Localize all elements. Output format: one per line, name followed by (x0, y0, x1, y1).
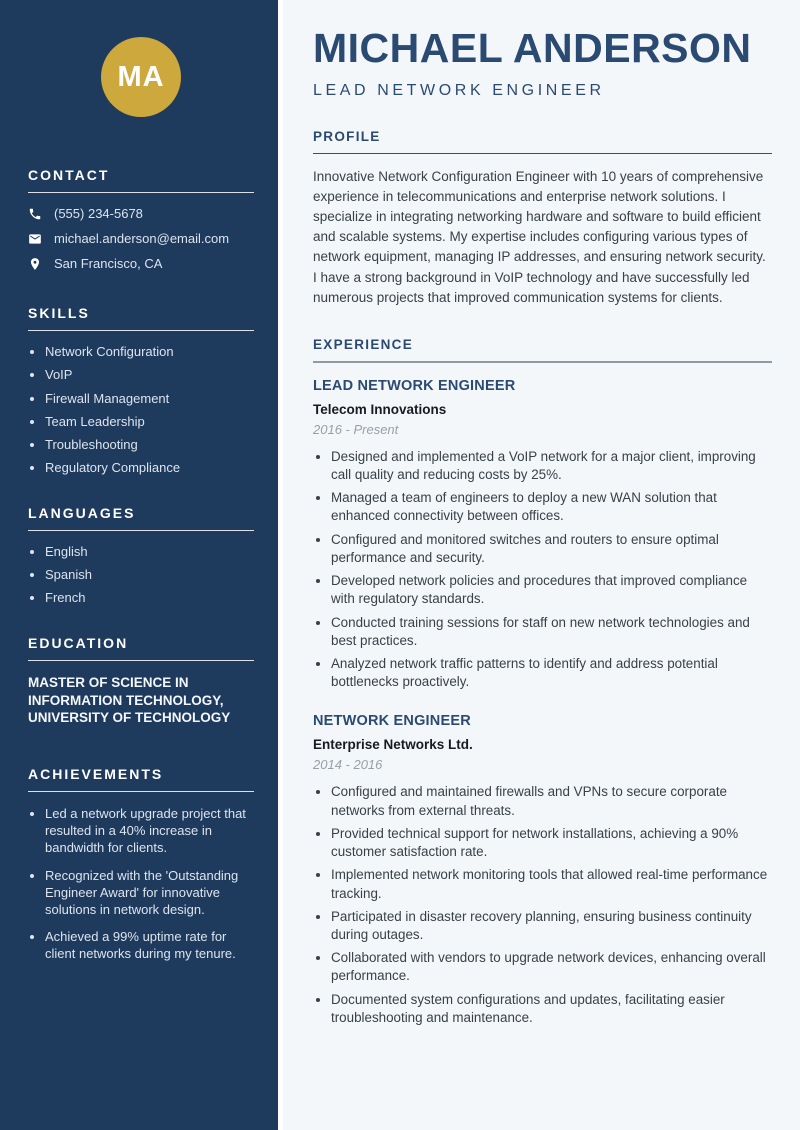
experience-section (313, 337, 772, 1027)
achievement-item: • Recognized with the 'Outstanding Engineer Award' for innovative solutions in network design. (45, 867, 254, 918)
job-bullet: • Collaborated with vendors to upgrade network devices, enhancing overall performance. (331, 949, 772, 985)
job-bullet: • Implemented network monitoring tools that allowed real-time performance tracking. (331, 866, 772, 902)
contact-section (28, 167, 254, 271)
experience-job-2 (313, 713, 772, 1027)
skill-item: • Regulatory Compliance (45, 460, 254, 476)
skill-item: • Network Configuration (45, 344, 254, 360)
languages-list (28, 544, 254, 607)
job-bullet-list (313, 783, 772, 1027)
job-bullet-list (313, 448, 772, 692)
job-bullet: • Provided technical support for network installations, achieving a 90% customer satisfaction rate. (331, 825, 772, 861)
job-bullet: • Conducted training sessions for staff on new network technologies and best practices. (331, 614, 772, 650)
achievements-section (28, 766, 254, 962)
job-bullet: • Designed and implemented a VoIP network for a major client, improving call quality and reducing costs by 25%. (331, 448, 772, 484)
contact-row-phone (28, 206, 254, 221)
skills-section (28, 305, 254, 477)
profile-text: Innovative Network Configuration Engineer with 10 years of comprehensive experience in telecommunications and enterprise network solutions. I specialize in integrating networking hardware and software to build efficient and scalable systems. My expertise includes configuring various types of network equipment, managing IP addresses, and ensuring network security. I have a strong background in VoIP technology and have successfully led numerous projects that improved communication systems for clients. (313, 169, 766, 305)
contact-row-location (28, 256, 254, 271)
profile-section (313, 129, 772, 308)
candidate-name: MICHAEL ANDERSON (313, 25, 752, 71)
job-bullet: • Analyzed network traffic patterns to identify and address potential bottlenecks proactively. (331, 655, 772, 691)
email-value: michael.anderson@email.com (54, 231, 230, 246)
job-bullet: • Participated in disaster recovery planning, ensuring business continuity during outages. (331, 908, 772, 944)
candidate-title: LEAD NETWORK ENGINEER (313, 82, 605, 100)
job-bullet: • Configured and monitored switches and routers to ensure optimal performance and security. (331, 531, 772, 567)
job-bullet: • Developed network policies and procedures that improved compliance with regulatory standards. (331, 572, 772, 608)
job-bullet: • Documented system configurations and updates, facilitating easier troubleshooting and maintenance. (331, 991, 772, 1027)
avatar (101, 37, 181, 117)
job-bullet: • Configured and maintained firewalls and VPNs to secure corporate networks from external threats. (331, 783, 772, 819)
profile-heading: PROFILE (313, 129, 772, 154)
job-dates: 2016 - Present (313, 421, 399, 437)
languages-heading: LANGUAGES (28, 505, 254, 531)
skill-item: • Team Leadership (45, 414, 254, 430)
experience-heading: EXPERIENCE (313, 337, 772, 363)
contact-heading: CONTACT (28, 167, 254, 193)
job-bullet: • Managed a team of engineers to deploy a new WAN solution that enhanced connectivity between offices. (331, 489, 772, 525)
job-title: NETWORK ENGINEER (313, 713, 471, 730)
email-icon (28, 232, 42, 246)
avatar-initials: MA (117, 60, 165, 93)
achievements-heading: ACHIEVEMENTS (28, 766, 254, 792)
skill-item: • Firewall Management (45, 391, 254, 407)
skills-list (28, 344, 254, 477)
phone-value: (555) 234-5678 (54, 206, 143, 221)
job-dates: 2014 - 2016 (313, 757, 383, 773)
job-company: Enterprise Networks Ltd. (313, 737, 473, 753)
contact-row-email (28, 231, 254, 246)
job-company: Telecom Innovations (313, 401, 447, 417)
education-degree: MASTER OF SCIENCE IN INFORMATION TECHNOLOGY, UNIVERSITY OF TECHNOLOGY (28, 675, 231, 725)
sidebar (0, 0, 278, 1130)
language-item: • English (45, 544, 254, 560)
location-icon (28, 257, 42, 271)
achievement-item: • Led a network upgrade project that resulted in a 40% increase in bandwidth for clients. (45, 805, 254, 856)
education-section (28, 635, 254, 726)
achievements-list (28, 805, 254, 962)
main-content (283, 0, 800, 1130)
achievement-item: • Achieved a 99% uptime rate for client networks during my tenure. (45, 928, 254, 962)
language-item: • French (45, 590, 254, 606)
education-heading: EDUCATION (28, 635, 254, 661)
languages-section (28, 505, 254, 607)
skill-item: • Troubleshooting (45, 437, 254, 453)
experience-job-1 (313, 378, 772, 692)
language-item: • Spanish (45, 567, 254, 583)
job-title: LEAD NETWORK ENGINEER (313, 377, 516, 394)
skills-heading: SKILLS (28, 305, 254, 331)
phone-icon (28, 207, 42, 221)
location-value: San Francisco, CA (54, 256, 163, 271)
skill-item: • VoIP (45, 367, 254, 383)
